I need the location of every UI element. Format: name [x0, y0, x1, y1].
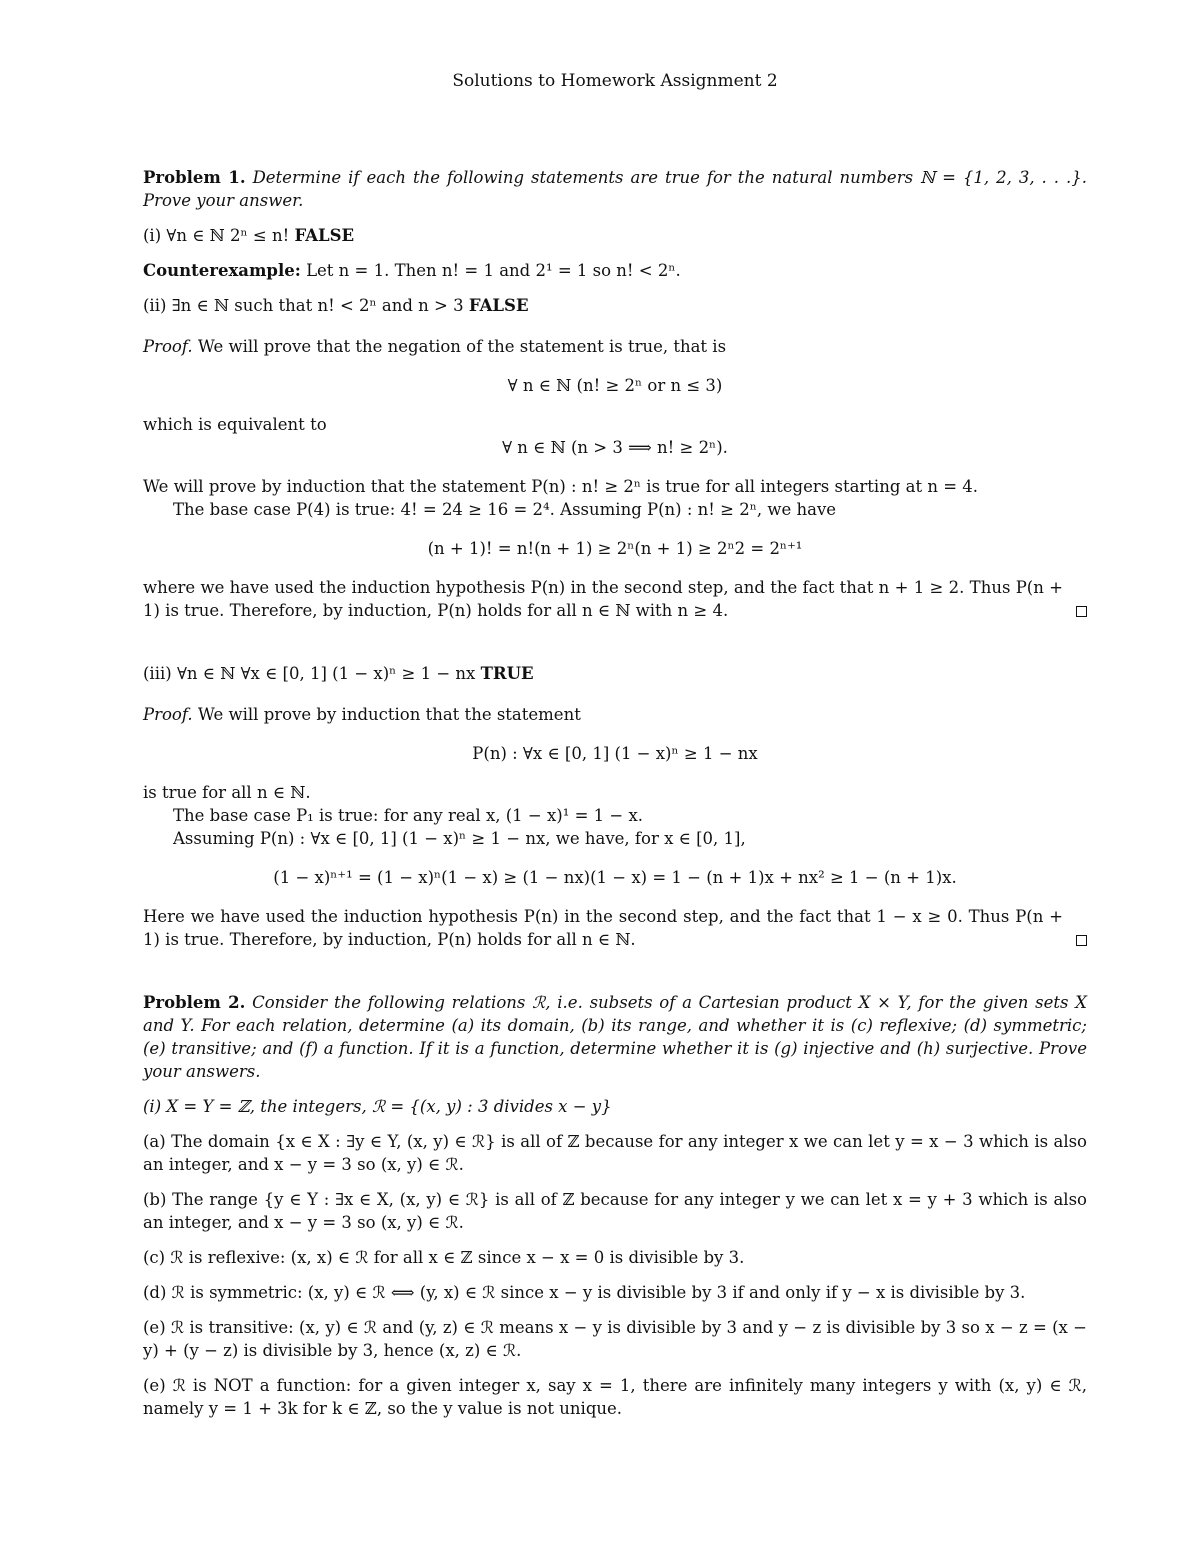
p1-iii-statement: (iii) ∀n ∈ ℕ ∀x ∈ [0, 1] (1 − x)ⁿ ≥ 1 − nx: [143, 664, 476, 683]
problem-2-heading: Problem 2.: [143, 993, 246, 1012]
p1-i-statement: (i) ∀n ∈ ℕ 2ⁿ ≤ n!: [143, 226, 290, 245]
proof-intro-text: We will prove that the negation of the statement is true, that is: [197, 337, 727, 356]
document-page: [143, 70, 1087, 1420]
counterexample-label: Counterexample:: [143, 261, 301, 280]
p2-part-f: (e) ℛ is NOT a function: for a given integer x, say x = 1, there are infinitely many integers y with (x, y) ∈ ℛ, namely y = 1 + 3k for k ∈ ℤ, so the y value is not unique.: [143, 1376, 1087, 1418]
p1-ii-equation-3: (n + 1)! = n!(n + 1) ≥ 2ⁿ(n + 1) ≥ 2ⁿ2 = 2ⁿ⁺¹: [427, 539, 803, 558]
p1-i-statement-line: [143, 224, 1087, 247]
p1-iii-assumption: Assuming P(n) : ∀x ∈ [0, 1] (1 − x)ⁿ ≥ 1 − nx, we have, for x ∈ [0, 1],: [173, 829, 746, 848]
p1-iii-line-1: is true for all n ∈ ℕ.: [143, 783, 311, 802]
proof-intro-text: We will prove by induction that the statement: [197, 705, 581, 724]
p1-ii-verdict: FALSE: [468, 296, 529, 315]
p1-iii-verdict: TRUE: [480, 664, 534, 683]
p1-ii-induction-line: We will prove by induction that the statement P(n) : n! ≥ 2ⁿ is true for all integers starting at n = 4.: [143, 477, 979, 496]
p1-ii-equivalent-text: which is equivalent to: [143, 415, 327, 434]
p2-part-a: (a) The domain {x ∈ X : ∃y ∈ Y, (x, y) ∈ ℛ} is all of ℤ because for any integer x we can let y = x − 3 which is also an integer, and x − y = 3 so (x, y) ∈ ℛ.: [143, 1132, 1087, 1174]
counterexample-text: Let n = 1. Then n! = 1 and 2¹ = 1 so n! < 2ⁿ.: [306, 261, 681, 280]
qed-box-icon: [1076, 935, 1087, 946]
problem-1-heading: Problem 1.: [143, 168, 246, 187]
p1-iii-conclusion-text: Here we have used the induction hypothesis P(n) in the second step, and the fact that 1 − x ≥ 0. Thus P(n + 1) is true. Therefore, by induction, P(n) holds for all n ∈ ℕ.: [143, 907, 1063, 949]
p2-i-statement: (i) X = Y = ℤ, the integers, ℛ = {(x, y) : 3 divides x − y}: [143, 1097, 612, 1116]
p1-iii-equation-2: (1 − x)ⁿ⁺¹ = (1 − x)ⁿ(1 − x) ≥ (1 − nx)(1 − x) = 1 − (n + 1)x + nx² ≥ 1 − (n + 1)x.: [273, 868, 957, 887]
p1-i-verdict: FALSE: [294, 226, 355, 245]
p1-ii-conclusion: [143, 576, 1087, 622]
problem-1-prompt: [143, 166, 1087, 212]
p1-iii-conclusion: [143, 905, 1087, 951]
p1-i-counterexample: [143, 259, 1087, 282]
problem-2-prompt: [143, 991, 1087, 1083]
p1-ii-proof-intro: [143, 335, 1087, 358]
problem-2-text: Consider the following relations ℛ, i.e. subsets of a Cartesian product X × Y, for the given sets X and Y. For each relation, determine (a) its domain, (b) its range, and whether it is (c) reflexive; (d) symmetric; (e) transitive; and (f) a function. If it is a function, determine whether it is (g) injective and (h) surjective. Prove your answers.: [143, 993, 1088, 1081]
page-title: Solutions to Homework Assignment 2: [452, 71, 778, 91]
p1-ii-equation-2: ∀ n ∈ ℕ (n > 3 ⟹ n! ≥ 2ⁿ).: [502, 438, 728, 457]
p1-iii-equation-1: P(n) : ∀x ∈ [0, 1] (1 − x)ⁿ ≥ 1 − nx: [472, 744, 758, 763]
p1-iii-base-case: The base case P₁ is true: for any real x, (1 − x)¹ = 1 − x.: [173, 806, 644, 825]
p1-iii-statement-line: [143, 662, 1087, 685]
p1-ii-base-case-line: The base case P(4) is true: 4! = 24 ≥ 16 = 2⁴. Assuming P(n) : n! ≥ 2ⁿ, we have: [173, 500, 837, 519]
problem-1-text: Determine if each the following statements are true for the natural numbers ℕ = {1, 2, 3, . . .}. Prove your answer.: [143, 168, 1087, 210]
p1-ii-statement-line: [143, 294, 1087, 317]
p1-iii-proof-intro: [143, 703, 1087, 726]
proof-label: Proof.: [143, 337, 193, 356]
p2-part-d: (d) ℛ is symmetric: (x, y) ∈ ℛ ⟺ (y, x) ∈ ℛ since x − y is divisible by 3 if and only if y − x is divisible by 3.: [143, 1283, 1026, 1302]
proof-label: Proof.: [143, 705, 193, 724]
p1-ii-equation-1: ∀ n ∈ ℕ (n! ≥ 2ⁿ or n ≤ 3): [507, 376, 723, 395]
p1-ii-statement: (ii) ∃n ∈ ℕ such that n! < 2ⁿ and n > 3: [143, 296, 464, 315]
p2-part-b: (b) The range {y ∈ Y : ∃x ∈ X, (x, y) ∈ ℛ} is all of ℤ because for any integer y we can let x = y + 3 which is also an integer, and x − y = 3 so (x, y) ∈ ℛ.: [143, 1190, 1087, 1232]
p2-part-e: (e) ℛ is transitive: (x, y) ∈ ℛ and (y, z) ∈ ℛ means x − y is divisible by 3 and y − z is divisible by 3 so x − z = (x − y) + (y − z) is divisible by 3, hence (x, z) ∈ ℛ.: [143, 1318, 1087, 1360]
qed-box-icon: [1076, 606, 1087, 617]
p2-part-c: (c) ℛ is reflexive: (x, x) ∈ ℛ for all x ∈ ℤ since x − x = 0 is divisible by 3.: [143, 1248, 745, 1267]
p1-ii-conclusion-text: where we have used the induction hypothesis P(n) in the second step, and the fact that n + 1 ≥ 2. Thus P(n + 1) is true. Therefore, by induction, P(n) holds for all n ∈ ℕ with n ≥ 4.: [143, 578, 1063, 620]
